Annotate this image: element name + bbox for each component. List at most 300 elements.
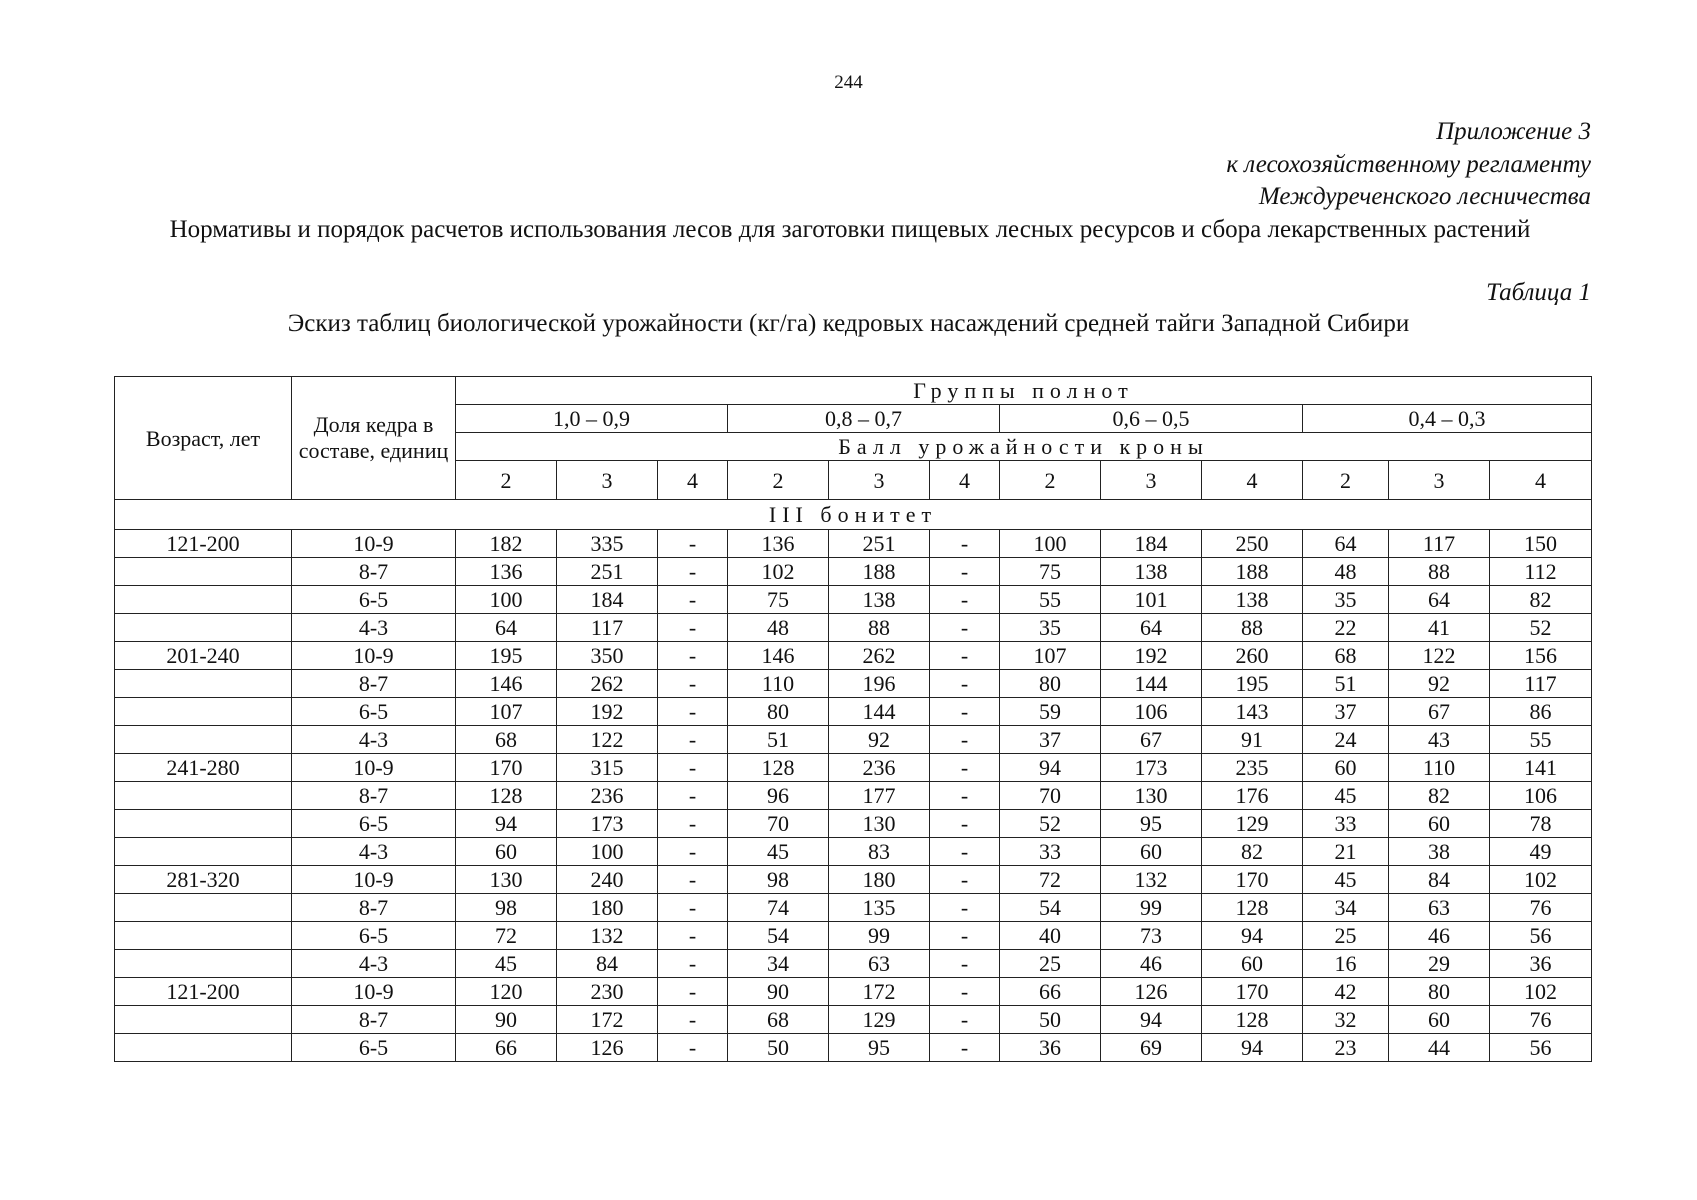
yield-cell: 49: [1490, 838, 1592, 866]
appendix-header: [1226, 116, 1591, 214]
yield-cell: 90: [728, 978, 829, 1006]
yield-cell: 130: [829, 810, 930, 838]
yield-cell: 80: [1389, 978, 1490, 1006]
yield-cell: 107: [456, 698, 557, 726]
yield-cell: 86: [1490, 698, 1592, 726]
age-cell: [115, 698, 292, 726]
yield-cell: 122: [557, 726, 658, 754]
yield-cell: 60: [456, 838, 557, 866]
yield-cell: 100: [1000, 530, 1101, 558]
age-cell: [115, 922, 292, 950]
yield-cell: 22: [1303, 614, 1389, 642]
yield-cell: 90: [456, 1006, 557, 1034]
yield-cell: 120: [456, 978, 557, 1006]
age-cell: 121-200: [115, 530, 292, 558]
table-row: [115, 614, 1592, 642]
yield-cell: -: [930, 586, 1000, 614]
yield-cell: 32: [1303, 1006, 1389, 1034]
age-cell: [115, 726, 292, 754]
yield-cell: 135: [829, 894, 930, 922]
yield-cell: -: [930, 894, 1000, 922]
table-row: [115, 586, 1592, 614]
yield-cell: 132: [557, 922, 658, 950]
header-score: 3: [1101, 461, 1202, 500]
yield-cell: -: [930, 782, 1000, 810]
yield-cell: 25: [1303, 922, 1389, 950]
yield-cell: 55: [1000, 586, 1101, 614]
yield-cell: 173: [557, 810, 658, 838]
table-row: [115, 530, 1592, 558]
yield-cell: -: [658, 670, 728, 698]
yield-cell: 51: [728, 726, 829, 754]
yield-cell: 64: [456, 614, 557, 642]
yield-cell: 42: [1303, 978, 1389, 1006]
share-cell: 10-9: [292, 978, 456, 1006]
yield-cell: 35: [1303, 586, 1389, 614]
yield-cell: -: [658, 950, 728, 978]
yield-cell: -: [930, 950, 1000, 978]
yield-cell: 21: [1303, 838, 1389, 866]
yield-cell: 95: [1101, 810, 1202, 838]
yield-cell: 23: [1303, 1034, 1389, 1062]
yield-cell: 72: [1000, 866, 1101, 894]
appendix-line-1: Приложение 3: [1436, 118, 1591, 145]
yield-cell: 67: [1101, 726, 1202, 754]
yield-cell: 177: [829, 782, 930, 810]
yield-cell: 141: [1490, 754, 1592, 782]
yield-cell: 130: [456, 866, 557, 894]
yield-cell: 80: [1000, 670, 1101, 698]
age-cell: [115, 558, 292, 586]
yield-cell: 172: [557, 1006, 658, 1034]
yield-cell: 33: [1303, 810, 1389, 838]
yield-cell: 126: [557, 1034, 658, 1062]
yield-cell: -: [930, 698, 1000, 726]
table-row: [115, 698, 1592, 726]
share-cell: 4-3: [292, 726, 456, 754]
yield-cell: 82: [1389, 782, 1490, 810]
header-score: 2: [456, 461, 557, 500]
yield-cell: 34: [1303, 894, 1389, 922]
yield-cell: -: [658, 642, 728, 670]
yield-cell: 44: [1389, 1034, 1490, 1062]
yield-cell: 335: [557, 530, 658, 558]
yield-cell: 146: [456, 670, 557, 698]
yield-cell: -: [930, 978, 1000, 1006]
yield-cell: 48: [728, 614, 829, 642]
yield-cell: 156: [1490, 642, 1592, 670]
yield-cell: -: [658, 1006, 728, 1034]
yield-cell: 170: [456, 754, 557, 782]
yield-cell: 74: [728, 894, 829, 922]
age-cell: 201-240: [115, 642, 292, 670]
yield-cell: 240: [557, 866, 658, 894]
yield-cell: -: [930, 670, 1000, 698]
yield-cell: 76: [1490, 1006, 1592, 1034]
yield-cell: 188: [1202, 558, 1303, 586]
yield-cell: 54: [1000, 894, 1101, 922]
yield-cell: -: [658, 726, 728, 754]
yield-cell: 170: [1202, 866, 1303, 894]
yield-cell: -: [930, 642, 1000, 670]
yield-cell: 251: [829, 530, 930, 558]
yield-cell: 235: [1202, 754, 1303, 782]
table-row: [115, 782, 1592, 810]
yield-cell: 94: [1202, 1034, 1303, 1062]
yield-cell: 129: [829, 1006, 930, 1034]
yield-cell: 251: [557, 558, 658, 586]
yield-cell: 51: [1303, 670, 1389, 698]
yield-cell: 33: [1000, 838, 1101, 866]
share-cell: 6-5: [292, 922, 456, 950]
table-row: [115, 922, 1592, 950]
yield-cell: 262: [829, 642, 930, 670]
yield-cell: 192: [557, 698, 658, 726]
age-cell: 121-200: [115, 978, 292, 1006]
yield-cell: -: [930, 614, 1000, 642]
age-cell: [115, 1034, 292, 1062]
yield-cell: 52: [1000, 810, 1101, 838]
age-cell: [115, 670, 292, 698]
yield-cell: -: [658, 922, 728, 950]
yield-cell: 117: [1389, 530, 1490, 558]
yield-cell: 96: [728, 782, 829, 810]
table-row: [115, 1034, 1592, 1062]
yield-cell: 95: [829, 1034, 930, 1062]
table-row: [115, 558, 1592, 586]
yield-cell: -: [658, 978, 728, 1006]
yield-cell: 122: [1389, 642, 1490, 670]
yield-cell: -: [658, 614, 728, 642]
share-cell: 4-3: [292, 614, 456, 642]
yield-cell: 144: [1101, 670, 1202, 698]
yield-cell: 236: [557, 782, 658, 810]
share-cell: 6-5: [292, 1034, 456, 1062]
yield-cell: 94: [1101, 1006, 1202, 1034]
yield-cell: -: [658, 866, 728, 894]
yield-cell: 94: [456, 810, 557, 838]
yield-cell: 100: [456, 586, 557, 614]
yield-cell: 106: [1101, 698, 1202, 726]
table-label: Таблица 1: [1486, 279, 1591, 306]
yield-cell: 55: [1490, 726, 1592, 754]
yield-cell: 196: [829, 670, 930, 698]
share-cell: 6-5: [292, 810, 456, 838]
yield-cell: 45: [1303, 782, 1389, 810]
yield-cell: 98: [728, 866, 829, 894]
yield-cell: 92: [1389, 670, 1490, 698]
yield-cell: 40: [1000, 922, 1101, 950]
yield-cell: 64: [1101, 614, 1202, 642]
share-cell: 8-7: [292, 1006, 456, 1034]
yield-cell: 88: [1389, 558, 1490, 586]
yield-cell: 110: [728, 670, 829, 698]
yield-cell: -: [930, 558, 1000, 586]
yield-cell: 36: [1490, 950, 1592, 978]
yield-cell: 138: [1101, 558, 1202, 586]
yield-cell: 128: [1202, 894, 1303, 922]
yield-cell: 24: [1303, 726, 1389, 754]
table-row: [115, 950, 1592, 978]
yield-cell: 84: [557, 950, 658, 978]
yield-cell: 130: [1101, 782, 1202, 810]
header-score: 4: [930, 461, 1000, 500]
yield-cell: 92: [829, 726, 930, 754]
header-score: 4: [1490, 461, 1592, 500]
table-row: [115, 978, 1592, 1006]
yield-cell: 350: [557, 642, 658, 670]
table-row: [115, 1006, 1592, 1034]
yield-cell: 76: [1490, 894, 1592, 922]
yield-cell: 132: [1101, 866, 1202, 894]
yield-cell: 64: [1303, 530, 1389, 558]
yield-cell: 29: [1389, 950, 1490, 978]
yield-cell: 102: [1490, 978, 1592, 1006]
age-cell: 281-320: [115, 866, 292, 894]
yield-cell: 25: [1000, 950, 1101, 978]
yield-cell: 73: [1101, 922, 1202, 950]
yield-cell: 43: [1389, 726, 1490, 754]
table-row: [115, 866, 1592, 894]
yield-cell: 50: [728, 1034, 829, 1062]
yield-cell: 60: [1303, 754, 1389, 782]
yield-cell: 35: [1000, 614, 1101, 642]
yield-cell: 50: [1000, 1006, 1101, 1034]
header-score: 2: [1000, 461, 1101, 500]
yield-cell: 150: [1490, 530, 1592, 558]
yield-cell: 66: [456, 1034, 557, 1062]
yield-cell: 100: [557, 838, 658, 866]
yield-cell: 37: [1000, 726, 1101, 754]
share-cell: 8-7: [292, 670, 456, 698]
share-cell: 10-9: [292, 530, 456, 558]
yield-cell: 182: [456, 530, 557, 558]
yield-cell: 128: [1202, 1006, 1303, 1034]
yield-cell: 69: [1101, 1034, 1202, 1062]
yield-cell: 136: [728, 530, 829, 558]
yield-cell: 56: [1490, 922, 1592, 950]
age-cell: [115, 838, 292, 866]
yield-cell: -: [658, 782, 728, 810]
yield-cell: -: [930, 754, 1000, 782]
table-row: [115, 838, 1592, 866]
header-age: Возраст, лет: [115, 377, 292, 500]
yield-cell: 52: [1490, 614, 1592, 642]
yield-cell: 83: [829, 838, 930, 866]
share-cell: 6-5: [292, 586, 456, 614]
header-score: 4: [1202, 461, 1303, 500]
table-row: [115, 642, 1592, 670]
document-title: Нормативы и порядок расчетов использования лесов для заготовки пищевых лесных ресурсов и сбора лекарственных растений: [169, 216, 1531, 243]
page-number: 244: [834, 72, 863, 93]
yield-cell: 70: [1000, 782, 1101, 810]
header-score: 4: [658, 461, 728, 500]
yield-cell: -: [930, 726, 1000, 754]
yield-cell: 60: [1202, 950, 1303, 978]
yield-cell: 84: [1389, 866, 1490, 894]
appendix-line-3: Междуреченского лесничества: [1258, 183, 1591, 210]
yield-cell: 188: [829, 558, 930, 586]
yield-cell: 56: [1490, 1034, 1592, 1062]
yield-cell: 184: [557, 586, 658, 614]
yield-cell: 68: [1303, 642, 1389, 670]
yield-cell: 75: [1000, 558, 1101, 586]
yield-cell: 60: [1389, 810, 1490, 838]
yield-cell: -: [658, 810, 728, 838]
age-cell: [115, 586, 292, 614]
share-cell: 6-5: [292, 698, 456, 726]
table-row: [115, 726, 1592, 754]
yield-cell: 72: [456, 922, 557, 950]
yield-cell: 176: [1202, 782, 1303, 810]
yield-cell: -: [658, 754, 728, 782]
yield-cell: 45: [456, 950, 557, 978]
header-crown-yield-score: Балл урожайности кроны: [456, 433, 1592, 461]
yield-cell: 59: [1000, 698, 1101, 726]
table-row: [115, 894, 1592, 922]
yield-cell: -: [658, 530, 728, 558]
yield-cell: 45: [1303, 866, 1389, 894]
age-cell: [115, 782, 292, 810]
yield-cell: -: [930, 530, 1000, 558]
yield-cell: 88: [829, 614, 930, 642]
yield-cell: 16: [1303, 950, 1389, 978]
yield-cell: 98: [456, 894, 557, 922]
yield-cell: 60: [1101, 838, 1202, 866]
yield-cell: 184: [1101, 530, 1202, 558]
bonitet-label: III бонитет: [115, 500, 1592, 530]
yield-cell: 45: [728, 838, 829, 866]
header-group-2: 0,8 – 0,7: [728, 405, 1000, 433]
yield-cell: -: [658, 894, 728, 922]
yield-cell: 180: [557, 894, 658, 922]
table-row: [115, 810, 1592, 838]
age-cell: [115, 810, 292, 838]
share-cell: 10-9: [292, 642, 456, 670]
yield-cell: -: [930, 838, 1000, 866]
yield-cell: 99: [1101, 894, 1202, 922]
yield-cell: -: [658, 586, 728, 614]
yield-cell: 170: [1202, 978, 1303, 1006]
table-row: [115, 754, 1592, 782]
yield-cell: 60: [1389, 1006, 1490, 1034]
yield-cell: 101: [1101, 586, 1202, 614]
yield-cell: 128: [456, 782, 557, 810]
yield-cell: 41: [1389, 614, 1490, 642]
header-group-1: 1,0 – 0,9: [456, 405, 728, 433]
yield-cell: 117: [557, 614, 658, 642]
yield-cell: 129: [1202, 810, 1303, 838]
yield-cell: 37: [1303, 698, 1389, 726]
yield-cell: 70: [728, 810, 829, 838]
header-score: 2: [728, 461, 829, 500]
share-cell: 8-7: [292, 894, 456, 922]
yield-cell: 172: [829, 978, 930, 1006]
yield-cell: 195: [1202, 670, 1303, 698]
age-cell: [115, 1006, 292, 1034]
header-density-groups: Группы полнот: [456, 377, 1592, 405]
yield-cell: 48: [1303, 558, 1389, 586]
yield-cell: -: [930, 866, 1000, 894]
yield-cell: 68: [456, 726, 557, 754]
header-score: 3: [829, 461, 930, 500]
age-cell: [115, 614, 292, 642]
yield-cell: -: [930, 1006, 1000, 1034]
share-cell: 10-9: [292, 866, 456, 894]
yield-cell: 112: [1490, 558, 1592, 586]
header-group-3: 0,6 – 0,5: [1000, 405, 1303, 433]
yield-cell: 91: [1202, 726, 1303, 754]
yield-cell: 146: [728, 642, 829, 670]
age-cell: 241-280: [115, 754, 292, 782]
appendix-line-2: к лесохозяйственному регламенту: [1226, 150, 1591, 178]
yield-cell: 136: [456, 558, 557, 586]
yield-cell: 75: [728, 586, 829, 614]
share-cell: 8-7: [292, 558, 456, 586]
yield-cell: 63: [1389, 894, 1490, 922]
yield-cell: 236: [829, 754, 930, 782]
yield-cell: 138: [829, 586, 930, 614]
header-score: 2: [1303, 461, 1389, 500]
yield-cell: 250: [1202, 530, 1303, 558]
yield-cell: 126: [1101, 978, 1202, 1006]
yield-cell: -: [930, 922, 1000, 950]
share-cell: 4-3: [292, 838, 456, 866]
yield-cell: 138: [1202, 586, 1303, 614]
yield-cell: 102: [728, 558, 829, 586]
share-cell: 8-7: [292, 782, 456, 810]
yield-cell: -: [658, 838, 728, 866]
yield-cell: 195: [456, 642, 557, 670]
yield-cell: -: [658, 1034, 728, 1062]
yield-cell: 46: [1389, 922, 1490, 950]
yield-cell: 173: [1101, 754, 1202, 782]
yield-cell: 78: [1490, 810, 1592, 838]
yield-cell: 67: [1389, 698, 1490, 726]
yield-cell: 63: [829, 950, 930, 978]
yield-cell: 36: [1000, 1034, 1101, 1062]
header-score: 3: [1389, 461, 1490, 500]
header-cedar-share: Доля кедра в составе, единиц: [292, 377, 456, 500]
yield-table: [114, 376, 1592, 1062]
yield-cell: 107: [1000, 642, 1101, 670]
yield-cell: 106: [1490, 782, 1592, 810]
age-cell: [115, 950, 292, 978]
yield-cell: 94: [1202, 922, 1303, 950]
yield-cell: 192: [1101, 642, 1202, 670]
yield-cell: 64: [1389, 586, 1490, 614]
yield-cell: 180: [829, 866, 930, 894]
yield-cell: 66: [1000, 978, 1101, 1006]
yield-cell: -: [658, 698, 728, 726]
yield-cell: 34: [728, 950, 829, 978]
yield-cell: -: [930, 810, 1000, 838]
share-cell: 10-9: [292, 754, 456, 782]
yield-cell: -: [930, 1034, 1000, 1062]
header-score: 3: [557, 461, 658, 500]
yield-cell: 110: [1389, 754, 1490, 782]
yield-cell: 82: [1202, 838, 1303, 866]
yield-cell: 38: [1389, 838, 1490, 866]
yield-cell: 262: [557, 670, 658, 698]
yield-cell: 102: [1490, 866, 1592, 894]
header-group-4: 0,4 – 0,3: [1303, 405, 1592, 433]
yield-cell: 99: [829, 922, 930, 950]
yield-cell: 260: [1202, 642, 1303, 670]
table-row: [115, 670, 1592, 698]
yield-cell: -: [658, 558, 728, 586]
yield-cell: 88: [1202, 614, 1303, 642]
